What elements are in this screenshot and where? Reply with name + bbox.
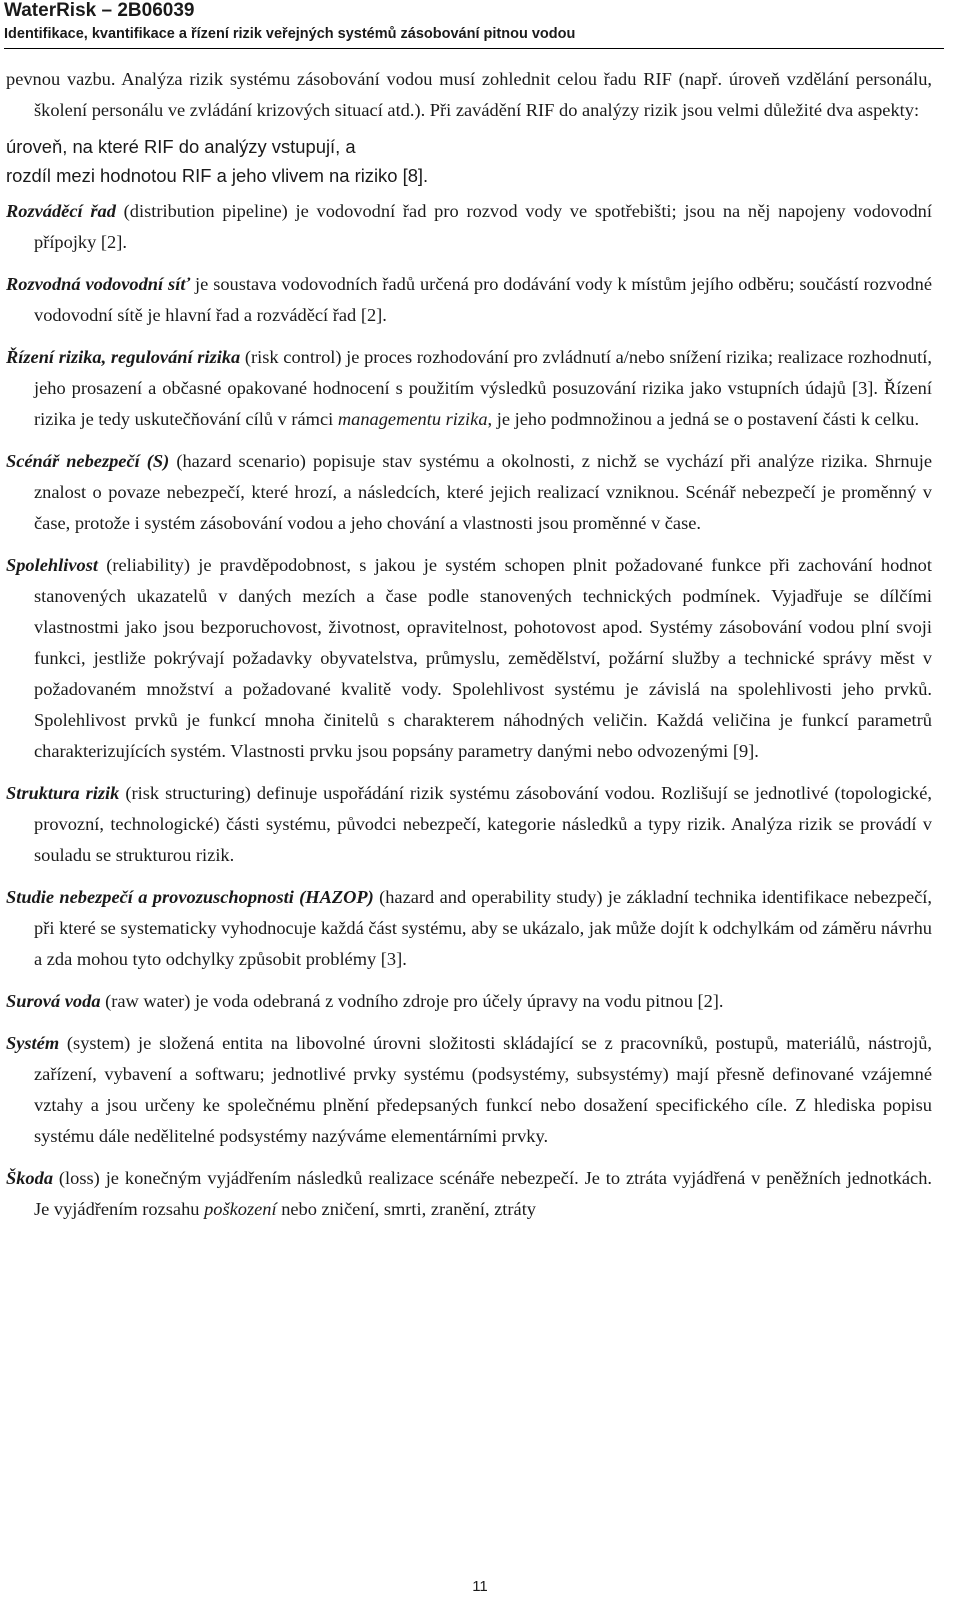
entry-body: je soustava vodovodních řadů určená pro dodávání vody k místům jejího odběru; součástí rozvodné vodovodní sítě je hlavní řad a rozváděcí řad [2].	[34, 274, 932, 325]
entry-body: (hazard scenario) popisuje stav systému a okolnosti, z nichž se vychází při analýze rizika. Shrnuje znalost o povaze nebezpečí, které hrozí, a následcích, které jejich realizací vzniknou. Scénář nebezpečí je proměnný v čase, protože i systém zásobování vodou a jeho chování a vlastnosti jsou proměnné v čase.	[34, 451, 932, 533]
entry-italic: managementu rizika	[337, 409, 488, 429]
entry-term: Scénář nebezpečí (S)	[6, 451, 170, 471]
document-body	[6, 64, 932, 1225]
page-number: 11	[472, 1578, 488, 1595]
aspect-item: rozdíl mezi hodnotou RIF a jeho vlivem na riziko [8].	[6, 165, 429, 186]
header-subtitle: Identifikace, kvantifikace a řízení rizik veřejných systémů zásobování pitnou vodou	[4, 26, 576, 42]
entry-surova-voda	[6, 986, 932, 1017]
header-title: WaterRisk – 2B06039	[4, 0, 195, 21]
entry-term: Řízení rizika, regulování rizika	[6, 347, 241, 367]
entry-body-cont: nebo zničení, smrti, zranění, ztráty	[276, 1199, 537, 1219]
entry-term: Škoda	[6, 1168, 54, 1188]
entry-term: Systém	[6, 1033, 60, 1053]
intro-paragraph: pevnou vazbu. Analýza rizik systému zásobování vodou musí zohlednit celou řadu RIF (např. úroveň vzdělání personálu, školení personálu ve zvládání krizových situací atd.). Při zavádění RIF do analýzy rizik jsou velmi důležité dva aspekty:	[6, 69, 932, 120]
entry-term: Rozvodná vodovodní síť	[6, 274, 191, 294]
entry-hazop	[6, 882, 932, 975]
entry-skoda	[6, 1163, 932, 1225]
entry-body: (risk structuring) definuje uspořádání rizik systému zásobování vodou. Rozlišují se jednotlivé (topologické, provozní, technologické) části systému, původci nebezpečí, kategorie následků a typy rizik. Analýza rizik se provádí v souladu se strukturou rizik.	[34, 783, 932, 865]
entry-rizeni-rizika	[6, 342, 932, 435]
entry-body: (system) je složená entita na libovolné úrovni složitosti skládající se z pracovníků, postupů, materiálů, nástrojů, zařízení, vybavení a softwaru; jednotlivé prvky systému (podsystémy, subsystémy) mají přesně definované vzájemné vztahy a jsou určeny ke společnému plnění předepsaných funkcí nebo dosažení specifického cíle. Z hlediska popisu systému dále nedělitelné podsystémy nazýváme elementárními prvky.	[34, 1033, 932, 1146]
entry-body: (raw water) je voda odebraná z vodního zdroje pro účely úpravy na vodu pitnou [2].	[100, 991, 724, 1011]
aspects-list	[6, 132, 932, 190]
entry-rozvodna-sit	[6, 269, 932, 331]
entry-system	[6, 1028, 932, 1152]
entry-body: (reliability) je pravděpodobnost, s jakou je systém schopen plnit požadované funkce při zachování hodnot stanovených ukazatelů v daných mezích a čase podle stanovených technických podmínek. Vyjadřuje se dílčími vlastnostmi jako jsou bezporuchovost, životnost, opravitelnost, pohotovost apod. Systémy zásobování vodou plní svoji funkci, jestliže pokrývají požadavky obyvatelstva, průmyslu, zemědělství, požární služby a technické správy měst v požadovaném množství a požadované kvalitě vody. Spolehlivost systému je závislá na spolehlivosti jeho prvků. Spolehlivost prvků je funkcí mnoha činitelů s charakterem náhodných veličin. Každá veličina je funkcí parametrů charakterizujících systém. Vlastnosti prvku jsou popsány parametry danými nebo odvozenými [9].	[34, 555, 932, 761]
entry-body-cont: , je jeho podmnožinou a jedná se o postavení části k celku.	[487, 409, 920, 429]
entry-scenar-nebezpeci	[6, 446, 932, 539]
entry-body: (risk control) je proces rozhodování pro zvládnutí a/nebo snížení rizika; realizace rozhodnutí, jeho prosazení a občasné opakované hodnocení s použitím výsledků posuzování rizika jako vstupních údajů [3]. Řízení rizika je tedy uskutečňování cílů v rámci	[34, 347, 932, 429]
page-header	[4, 0, 944, 49]
entry-term: Rozváděcí řad	[6, 201, 116, 221]
entry-spolehlivost	[6, 550, 932, 767]
entry-body: (loss) je konečným vyjádřením následků realizace scénáře nebezpečí. Je to ztráta vyjádřená v peněžních jednotkách. Je vyjádřením rozsahu	[34, 1168, 932, 1219]
entry-italic: poškození	[204, 1199, 277, 1219]
entry-struktura-rizik	[6, 778, 932, 871]
entry-rozvadeci-rad	[6, 196, 932, 258]
entry-term: Surová voda	[6, 991, 101, 1011]
entry-term: Spolehlivost	[6, 555, 98, 575]
entry-body: (hazard and operability study) je základní technika identifikace nebezpečí, při které se systematicky vyhodnocuje každá část systému, aby se ukázalo, jak může dojít k odchylkám od záměru návrhu a zda mohou tyto odchylky způsobit problémy [3].	[34, 887, 932, 969]
entry-body: (distribution pipeline) je vodovodní řad pro rozvod vody ve spotřebišti; jsou na něj napojeny vodovodní přípojky [2].	[34, 201, 932, 252]
entry-term: Studie nebezpečí a provozuschopnosti (HAZOP)	[6, 887, 374, 907]
entry-term: Struktura rizik	[6, 783, 120, 803]
aspect-item: úroveň, na které RIF do analýzy vstupují, a	[6, 136, 356, 157]
